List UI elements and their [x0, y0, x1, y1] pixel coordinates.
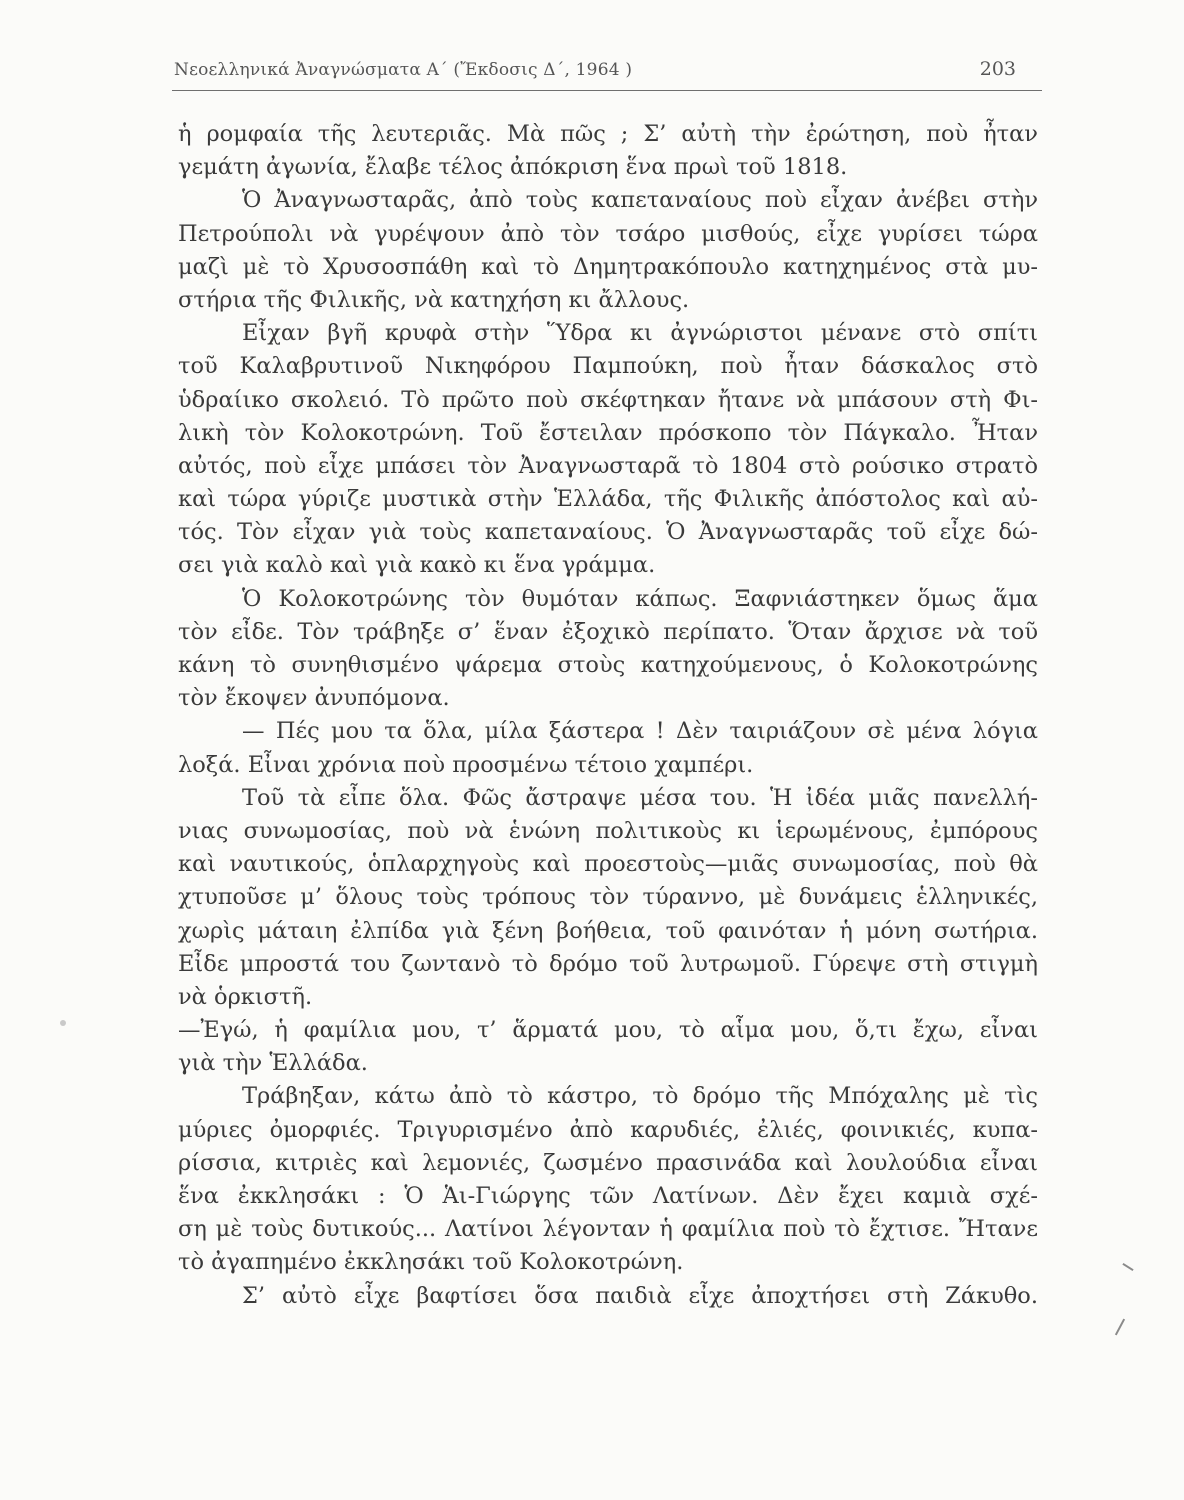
- page-number: 203: [979, 58, 1016, 80]
- text-line: καὶ τώρα γύριζε μυστικὰ στὴν Ἑλλάδα, τῆς Φιλικῆς ἀπόστολος καὶ αὐ-: [178, 486, 1038, 513]
- text-line: τοῦ Καλαβρυτινοῦ Νικηφόρου Παμπούκη, ποὺ ἦταν δάσκαλος στὸ: [178, 353, 1038, 380]
- text-line: Τράβηξαν, κάτω ἀπὸ τὸ κάστρο, τὸ δρόμο τῆς Μπόχαλης μὲ τὶς: [242, 1083, 1038, 1110]
- text-line: γεμάτη ἀγωνία, ἔλαβε τέλος ἀπόκριση ἕνα πρωὶ τοῦ 1818.: [178, 154, 848, 181]
- text-line: τὸ ἀγαπημένο ἐκκλησάκι τοῦ Κολοκοτρώνη.: [178, 1249, 684, 1276]
- text-line: Σ’ αὐτὸ εἶχε βαφτίσει ὅσα παιδιὰ εἶχε ἀποχτήσει στὴ Ζάκυθο.: [242, 1282, 1038, 1309]
- text-line: αὐτός, ποὺ εἶχε μπάσει τὸν Ἀναγνωσταρᾶ τὸ 1804 στὸ ρούσικο στρατὸ: [178, 452, 1038, 479]
- page-header: [172, 56, 1042, 91]
- text-line: — Πές μου τα ὅλα, μίλα ξάστερα ! Δὲν ταιριάζουν σὲ μένα λόγια: [242, 718, 1038, 745]
- text-line: μαζὶ μὲ τὸ Χρυσοσπάθη καὶ τὸ Δημητρακόπουλο κατηχημένος στὰ μυ-: [178, 253, 1038, 280]
- text-line: τός. Τὸν εἶχαν γιὰ τοὺς καπεταναίους. Ὁ Ἀναγνωσταρᾶς τοῦ εἶχε δώ-: [178, 519, 1038, 546]
- text-line: καὶ ναυτικούς, ὁπλαρχηγοὺς καὶ προεστοὺς—μιᾶς συνωμοσίας, ποὺ θὰ: [178, 851, 1038, 878]
- text-line: Ὁ Ἀναγνωσταρᾶς, ἀπὸ τοὺς καπεταναίους ποὺ εἶχαν ἀνέβει στὴν: [242, 187, 1038, 214]
- text-line: τὸν ἔκοψεν ἀνυπόμονα.: [178, 685, 450, 712]
- text-line: Ὁ Κολοκοτρώνης τὸν θυμόταν κάπως. Ξαφνιάστηκεν ὅμως ἅμα: [242, 585, 1038, 612]
- text-line: λικὴ τὸν Κολοκοτρώνη. Τοῦ ἔστειλαν πρόσκοπο τὸν Πάγκαλο. Ἦταν: [178, 419, 1038, 446]
- body-text: [178, 118, 1038, 1313]
- text-line: νὰ ὁρκιστῆ.: [178, 983, 313, 1010]
- text-line: μύριες ὀμορφιές. Τριγυρισμένο ἀπὸ καρυδιές, ἐλιές, φοινικιές, κυπα-: [178, 1116, 1038, 1143]
- text-line: κάνη τὸ συνηθισμένο ψάρεμα στοὺς κατηχούμενους, ὁ Κολοκοτρώνης: [178, 652, 1038, 678]
- text-line: ρίσσια, κιτριὲς καὶ λεμονιές, ζωσμένο πρασινάδα καὶ λουλούδια εἶναι: [178, 1149, 1038, 1176]
- text-line: ἕνα ἐκκλησάκι : Ὁ Ἁι-Γιώργης τῶν Λατίνων. Δὲν ἔχει καμιὰ σχέ-: [178, 1183, 1038, 1209]
- text-line: σει γιὰ καλὸ καὶ γιὰ κακὸ κι ἕνα γράμμα.: [178, 552, 656, 579]
- text-line: τὸν εἶδε. Τὸν τράβηξε σ’ ἕναν ἐξοχικὸ περίπατο. Ὅταν ἄρχισε νὰ τοῦ: [178, 618, 1038, 645]
- text-line: Εἶδε μπροστά του ζωντανὸ τὸ δρόμο τοῦ λυτρωμοῦ. Γύρεψε στὴ στιγμὴ: [178, 950, 1038, 977]
- text-line: ὑδραίικο σκολειό. Τὸ πρῶτο ποὺ σκέφτηκαν ἤτανε νὰ μπάσουν στὴ Φι-: [178, 386, 1038, 413]
- scan-speck: [60, 1020, 66, 1026]
- text-line: Τοῦ τὰ εἶπε ὅλα. Φῶς ἄστραψε μέσα του. Ἡ ἰδέα μιᾶς πανελλή-: [242, 784, 1038, 811]
- scan-mark: [1115, 1319, 1125, 1336]
- text-line: γιὰ τὴν Ἑλλάδα.: [178, 1050, 368, 1077]
- scan-mark: [1122, 1263, 1133, 1271]
- text-line: ση μὲ τοὺς δυτικούς... Λατίνοι λέγονταν ἡ φαμίλια ποὺ τὸ ἔχτισε. Ἤτανε: [178, 1216, 1038, 1243]
- text-line: στήρια τῆς Φιλικῆς, νὰ κατηχήση κι ἄλλους.: [178, 286, 690, 313]
- text-line: —Ἐγώ, ἡ φαμίλια μου, τ’ ἅρματά μου, τὸ αἷμα μου, ὅ,τι ἔχω, εἶναι: [178, 1017, 1038, 1044]
- text-line: νιας συνωμοσίας, ποὺ νὰ ἑνώνη πολιτικοὺς κι ἱερωμένους, ἐμπόρους: [178, 817, 1038, 844]
- running-header-title: Νεοελληνικά Ἀναγνώσματα Α΄ (Ἔκδοσις Δ΄, 1964 ): [174, 60, 633, 80]
- text-line: χτυποῦσε μ’ ὅλους τοὺς τρόπους τὸν τύραννο, μὲ δυνάμεις ἑλληνικές,: [178, 884, 1038, 911]
- text-line: Εἶχαν βγῆ κρυφὰ στὴν Ὕδρα κι ἀγνώριστοι μένανε στὸ σπίτι: [242, 320, 1038, 347]
- text-line: Πετρούπολι νὰ γυρέψουν ἀπὸ τὸν τσάρο μισθούς, εἶχε γυρίσει τώρα: [178, 220, 1038, 247]
- text-line: ἡ ρομφαία τῆς λευτεριᾶς. Μὰ πῶς ; Σ’ αὐτὴ τὴν ἐρώτηση, ποὺ ἦταν: [178, 121, 1038, 147]
- text-line: χωρὶς μάταιη ἐλπίδα γιὰ ξένη βοήθεια, τοῦ φαινόταν ἡ μόνη σωτήρια.: [178, 917, 1038, 944]
- text-line: λοξά. Εἶναι χρόνια ποὺ προσμένω τέτοιο χαμπέρι.: [178, 751, 754, 778]
